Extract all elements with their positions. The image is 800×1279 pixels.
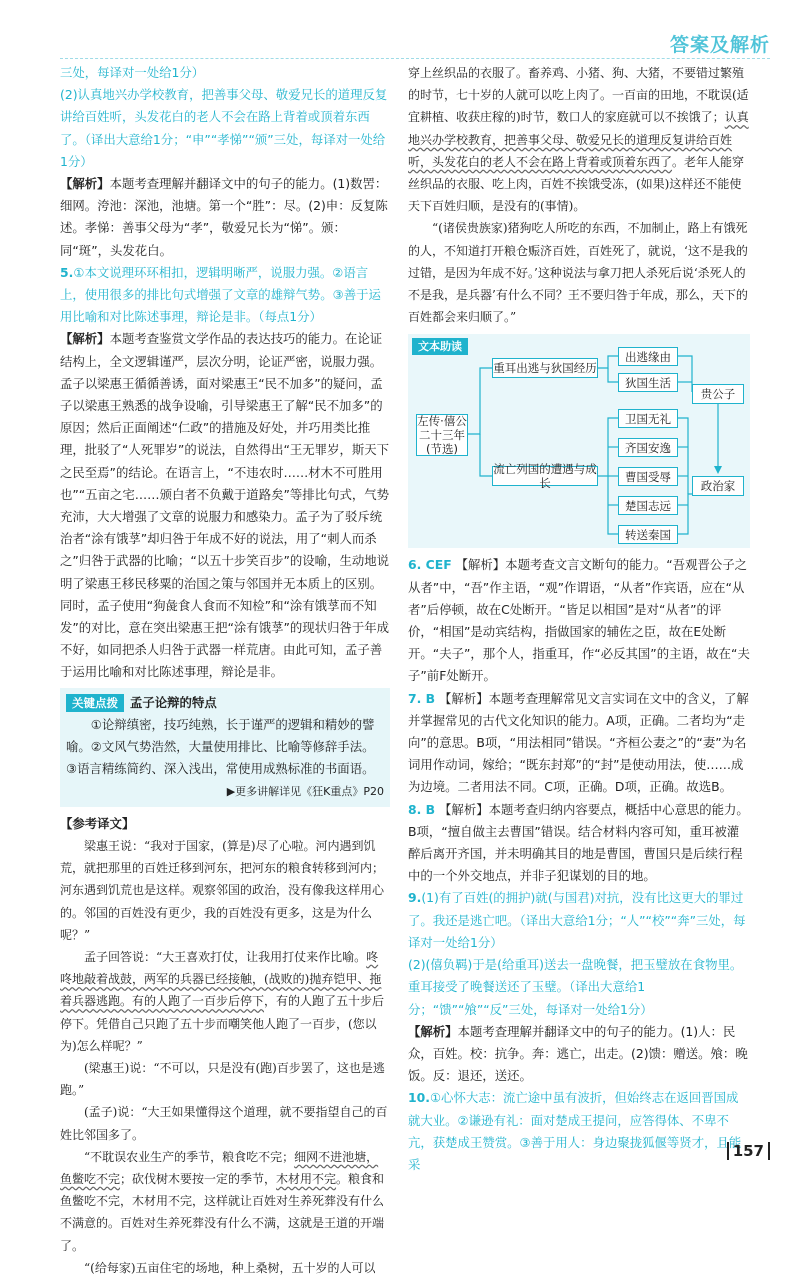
translation-heading: 【参考译文】 — [60, 815, 135, 831]
key-point-reference: ▶更多讲解详见《狂K重点》P20 — [226, 784, 384, 798]
header-divider — [60, 58, 770, 59]
analysis-4 — [60, 173, 390, 262]
answer-4-1-tail: 三处，每译对一处给1分） — [60, 65, 205, 80]
translation-para: “(给每家)五亩住宅的场地，种上桑树，五十岁的人可以 — [84, 1260, 376, 1275]
question-9-number: 9. — [408, 890, 422, 906]
answer-7-text: 【解析】本题考查理解常见文言实词在文中的含义，了解并掌握常见的古代文化知识的能力。A项，正确。二者均为“走向”的意思。B项，“用法相同”错误。“齐桓公妻之”的“妻”为名词用作动词，嫁给；“既东封郑”的“封”是使动用法，使……成为边境。二者用法不同。C项，正确。D项，正确。故选B。 — [408, 690, 749, 795]
analysis-9 — [408, 1021, 750, 1088]
answer-10-text: ①心怀大志：流亡途中虽有波折，但始终志在返回晋国成就大业。②谦逊有礼：面对楚成王提问，应答得体、不卑不亢，获楚成王赞赏。③善于用人：身边聚拢狐偃等贤才，且能采 — [408, 1090, 742, 1172]
translation-para: (梁惠王)说：“不可以，只是没有(跑)百步罢了，这也是逃跑。” — [60, 1060, 385, 1098]
answer-6 — [408, 554, 750, 687]
answer-6-text: 【解析】本题考查文言文断句的能力。“吾观晋公子之从者”中，“吾”作主语，“观”作谓语，“从者”作宾语，应在“从者”后停顿，故在C处断开。“皆足以相国”是对“从者”的评价，“相国”是动宾结构，指做国家的辅佐之臣，故在E处断开。“夫子”，那个人，指重耳，作“必反其国”的主语，故在“夫子”前F处断开。 — [408, 557, 750, 684]
answer-8 — [408, 799, 750, 888]
key-point-label: 关键点拨 — [66, 694, 124, 712]
answer-5-text: ①本文说理环环相扣，逻辑明晰严，说服力强。②语言上，使用很多的排比句式增强了文章的雄辩气势。③善于运用比喻和对比陈述事理，辩论是非。（每点1分） — [60, 264, 381, 325]
diagram-leaf: 曹国受辱 — [618, 467, 678, 486]
question-6-number: 6. CEF — [408, 557, 452, 573]
translation-underlined: 咚咚地敲着战鼓，两军的兵器已经接触，(战败的)抛弃铠甲、拖着兵器逃跑。有的人跑了一百步后停下 — [60, 949, 382, 1009]
answer-9-1-text: (1)有了百姓(的拥护)就(与国君)对抗，没有比这更大的罪过了。我还是逃亡吧。（译出大意给1分；“人”“校”“奔”三处，每译对一处给1分） — [408, 890, 746, 950]
diagram-leaf: 卫国无礼 — [618, 409, 678, 428]
translation-right — [408, 62, 750, 328]
diagram-leaf: 转送秦国 — [618, 525, 678, 544]
header-title: 答案及解析 — [669, 34, 770, 56]
answer-4-2: (2)认真地兴办学校教育，把善事父母、敬爱兄长的道理反复讲给百姓听，头发花白的老人不会在路上背着或顶着东西了。（译出大意给1分；“申”“孝悌”“颁”三处，每译对一处给1分） — [60, 87, 388, 169]
analysis-tag: 【解析】 — [408, 1023, 458, 1039]
text-guide-diagram — [408, 334, 750, 548]
diagram-leaf: 出逃缘由 — [618, 347, 678, 366]
answer-7 — [408, 688, 750, 799]
answer-9-2: (2)(僖负羁)于是(给重耳)送去一盘晚餐，把玉璧放在食物里。重耳接受了晚餐送还了玉璧。（译出大意给1分；“馈”“飧”“反”三处，每译对一处给1分） — [408, 957, 743, 1017]
analysis-9-text: 本题考查理解并翻译文中的句子的能力。(1)人：民众，百姓。校：抗争。奔：逃亡，出走。(2)馈：赠送。飧：晚饭。反：退还，送还。 — [408, 1023, 748, 1084]
page-number: 157 — [727, 1142, 770, 1160]
translation-para: 孟子回答说：“大王喜欢打仗，让我用打仗来作比喻。咚咚地敲着战鼓，两军的兵器已经接触，(战败的)抛弃铠甲、拖着兵器逃跑。有的人跑了一百步后停下，有的人跑了五十步后停下。凭借自己只跑了五十步而嘲笑他人跑了一百步，(您以为)怎么样呢？” — [60, 949, 385, 1053]
analysis-5 — [60, 328, 390, 683]
diagram-leaf: 狄国生活 — [618, 373, 678, 392]
translation-underlined: 木材用不完 — [276, 1171, 337, 1186]
diagram-root: 左传·僖公二十三年(节选) — [417, 414, 467, 457]
right-column — [408, 62, 750, 1176]
page-header — [0, 0, 800, 58]
translation-para: (孟子)说：“大王如果懂得这个道理，就不要指望自己的百姓比邻国多了。 — [60, 1105, 388, 1142]
question-8-number: 8. B — [408, 801, 436, 817]
translation-underlined: 细网不进池塘，鱼鳖吃不完 — [60, 1149, 379, 1186]
answer-5 — [60, 262, 390, 329]
translation-left — [60, 835, 390, 1279]
analysis-tag: 【解析】 — [60, 331, 110, 347]
key-point-box — [60, 688, 390, 807]
key-point-title: 孟子论辩的特点 — [130, 694, 217, 710]
diagram-tag: 文本助读 — [412, 338, 468, 355]
answer-9-1 — [408, 887, 750, 954]
diagram-outcome: 贵公子 — [692, 384, 744, 404]
translation-para: 梁惠王说：“我对于国家，(算是)尽了心啦。河内遇到饥荒，就把那里的百姓迁移到河东，把河东的粮食转移到河内；河东遇到饥荒也是这样。观察邻国的政治，没有像我这样用心的。邻国的百姓没有更少，我的百姓没有更多，这是为什么呢？” — [60, 838, 385, 942]
translation-para: “(诸侯贵族家)猪狗吃人所吃的东西，不加制止，路上有饿死的人，不知道打开粮仓赈济百姓，百姓死了，就说，‘这不是我的过错，是因为年成不好。’这种说法与拿刀把人杀死后说‘杀死人的不是我，是兵器’有什么不同？王不要归咎于年成，那么，天下的百姓都会来归顺了。” — [408, 221, 748, 325]
answer-8-text: 【解析】本题考查归纳内容要点，概括中心意思的能力。B项，“擅自做主去曹国”错误。结合材料内容可知，重耳被灌醉后离开齐国，并未明确其目的地是曹国，曹国只是后续行程中的一个外交地点，并非子犯谋划的目的地。 — [408, 801, 749, 884]
question-5-number: 5. — [60, 264, 74, 280]
diagram-branch: 重耳出逃与狄国经历 — [492, 358, 598, 378]
translation-para: “不耽误农业生产的季节，粮食吃不完；细网不进池塘，鱼鳖吃不完；砍伐树木要按一定的季节，木材用不完。粮食和鱼鳖吃不完，木材用不完，这样就让百姓对生养死葬没有什么不满意的。百姓对生养死葬没有什么不满，这就是王道的开端了。 — [60, 1149, 385, 1253]
analysis-5-text: 本题考查鉴赏文学作品的表达技巧的能力。在论证结构上，全文逻辑谨严，层次分明，论证严密，说服力强。孟子以梁惠王循循善诱，面对梁惠王“民不加多”的疑问，孟子以梁惠王熟悉的战争设喻，引导梁惠王了解“民不加多”的原因；然后正面阐述“仁政”的措施及好处，并巧用类比推理，批驳了“人死罪岁”的说法，自然得出“王无罪岁，斯天下之民至焉”的结论。在语言上，“不违农时……材木不可胜用也”“五亩之宅……颁白者不负戴于道路矣”等排比句式，气势充沛，大大增强了文章的说服力和感染力。孟子为了驳斥统治者“涂有饿莩”却归咎于年成不好的说法，用了“刺人而杀之”归咎于武器的比喻；“以五十步笑百步”的设喻，生动地说明了梁惠王移民移粟的治国之策与邻国并无本质上的区别。同时，孟子使用“狗彘食人食而不知检”和“涂有饿莩而不知发”的对比，意在突出梁惠王把“涂有饿莩”的现状归咎于年成不好，如同把杀人归咎于武器一样荒唐。由此可知，孟子善于运用比喻和对比陈述事理，辩论是非。 — [60, 331, 390, 680]
translation-para: 穿上丝织品的衣服了。畜养鸡、小猪、狗、大猪，不要错过繁殖的时节，七十岁的人就可以吃上肉了。一百亩的田地，不耽误(适宜耕植、收获庄稼的)时节，数口人的家庭就可以不挨饿了；认真地兴办学校教育，把善事父母、敬爱兄长的道理反复讲给百姓听，头发花白的老人不会在路上背着或顶着东西了。老年人能穿丝织品的衣服、吃上肉，百姓不挨饿受冻，(如果)这样还不能使天下百姓归顺，是没有的(事情)。 — [408, 66, 749, 214]
translation-underlined: 认真地兴办学校教育，把善事父母、敬爱兄长的道理反复讲给百姓听，头发花白的老人不会在路上背着或顶着东西了 — [408, 110, 749, 169]
diagram-outcome: 政治家 — [692, 476, 744, 496]
analysis-4-text: 本题考查理解并翻译文中的句子的能力。(1)数罟：细网。洿池：深池，池塘。第一个“胜”：尽。(2)申：反复陈述。孝悌：善事父母为“孝”，敬爱兄长为“悌”。颁：同“斑”，头发花白。 — [60, 176, 388, 258]
diagram-leaf: 齐国安逸 — [618, 438, 678, 457]
diagram-leaf: 楚国志远 — [618, 496, 678, 515]
question-7-number: 7. B — [408, 690, 436, 706]
analysis-tag: 【解析】 — [60, 176, 110, 192]
diagram-branch: 流亡列国的遭遇与成长 — [493, 462, 597, 491]
left-column — [60, 62, 390, 1279]
answer-10 — [408, 1087, 750, 1176]
question-10-number: 10. — [408, 1090, 430, 1106]
key-point-text: ①论辩缜密，技巧纯熟，长于谨严的逻辑和精妙的譬喻。②文风气势浩然，大量使用排比、比喻等修辞手法。③语言精练简约、深入浅出，常使用成熟标准的书面语。 — [66, 716, 375, 777]
